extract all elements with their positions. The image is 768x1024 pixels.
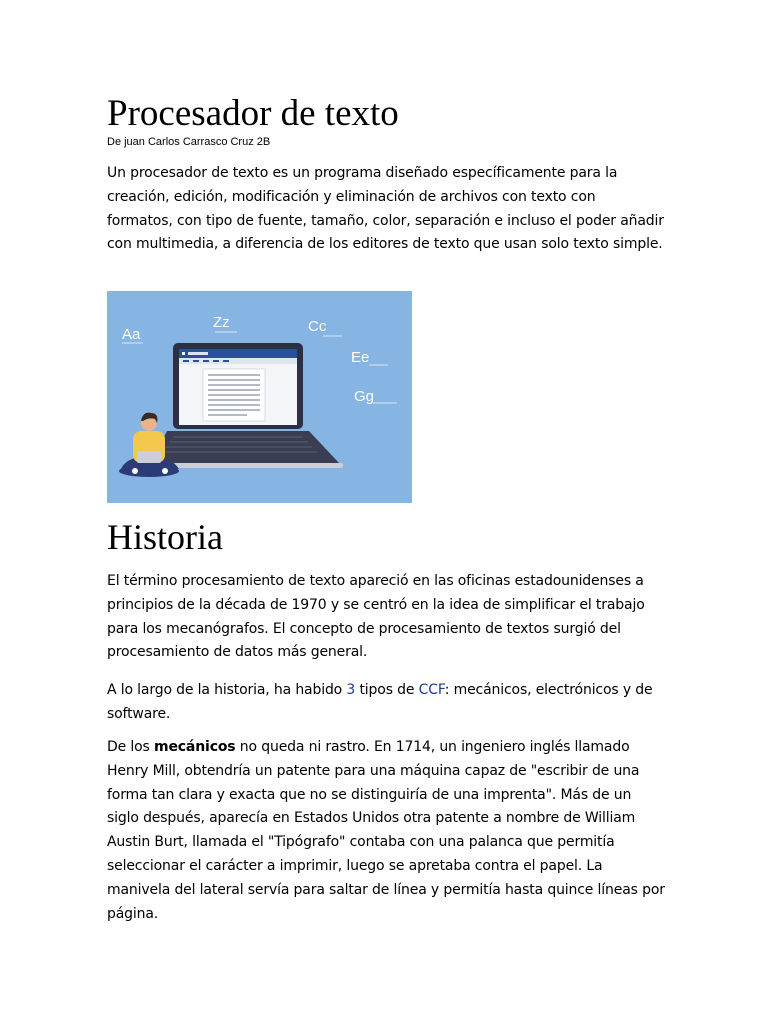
- p2-number: 3: [346, 682, 356, 698]
- section-heading-historia: Historia: [107, 517, 223, 557]
- p3-bold-term: mecánicos: [154, 739, 236, 755]
- history-paragraph-1: El término procesamiento de texto apareció en las oficinas estadounidenses a principios de la década de 1970 y se centró en la idea de simplificar el trabajo para los mecanógrafos. El concepto de procesamiento de textos surgió del procesamiento de datos más general.: [107, 573, 645, 661]
- laptop-illustration: [107, 291, 412, 503]
- p2-abbreviation: CCF: [418, 682, 445, 698]
- document-title: Procesador de texto: [107, 93, 399, 134]
- letter-gg: Gg: [354, 388, 375, 405]
- letter-cc: Cc: [308, 318, 327, 335]
- p3-text-b: no queda ni rastro. En 1714, un ingeniero inglés llamado Henry Mill, obtendría un patente para una máquina capaz de "escribir de una forma tan clara y exacta que no se distinguiría de una imprenta". Más de un siglo después, aparecía en Estados Unidos otra patente a nombre de William Austin Burt, llamada el "Tipógrafo" contaba con una palanca que permitía seleccionar el carácter a imprimir, luego se apretaba contra el papel. La manivela del lateral servía para saltar de línea y permitía hasta quince líneas por página.: [107, 739, 665, 922]
- history-paragraph-2: [107, 679, 665, 727]
- p2-text-c: : mecánicos, electrónicos y de software.: [107, 682, 653, 722]
- letter-zz: Zz: [213, 314, 230, 331]
- letter-ee: Ee: [351, 349, 370, 366]
- intro-paragraph: Un procesador de texto es un programa diseñado específicamente para la creación, edición, modificación y eliminación de archivos con texto con formatos, con tipo de fuente, tamaño, color, separación e incluso el poder añadir con multimedia, a diferencia de los editores de texto que usan solo texto simple.: [107, 165, 664, 253]
- p2-text-a: A lo largo de la historia, ha habido: [107, 682, 347, 698]
- p2-text-b: tipos de: [355, 682, 419, 698]
- history-paragraph-3: [107, 736, 665, 926]
- author-line: De juan Carlos Carrasco Cruz 2B: [107, 136, 271, 148]
- letter-aa: Aa: [122, 326, 141, 343]
- p3-text-a: De los: [107, 739, 154, 755]
